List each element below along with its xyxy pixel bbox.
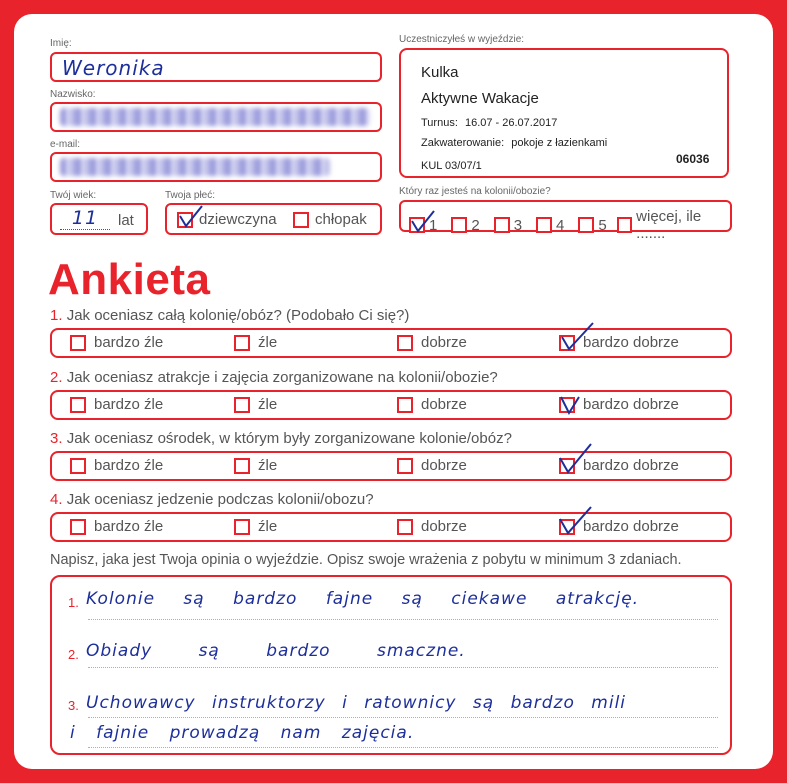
- email-redacted: [60, 158, 330, 176]
- accommodation-row: [421, 137, 607, 149]
- which-time-2-label: 2: [471, 216, 480, 234]
- question-2: [50, 369, 498, 386]
- q2-option-good[interactable]: [397, 396, 467, 413]
- check-mark-icon: [559, 321, 595, 353]
- question-4-number: 4.: [50, 491, 63, 508]
- camp-number: 06036: [676, 152, 710, 166]
- q2-good-checkbox[interactable]: [397, 397, 413, 413]
- q2-very-bad-checkbox[interactable]: [70, 397, 86, 413]
- which-time-option-2[interactable]: [451, 217, 479, 234]
- check-mark-icon: [557, 505, 593, 537]
- which-time-option-5[interactable]: [578, 217, 606, 234]
- check-mark-icon: [176, 204, 206, 230]
- first-name-label: Imię:: [50, 38, 72, 49]
- gender-girl-label: dziewczyna: [199, 211, 277, 228]
- turnus-row: [421, 117, 557, 129]
- q2-good-label: dobrze: [421, 396, 467, 413]
- opinion-line: [88, 667, 718, 668]
- q1-option-very-good[interactable]: [559, 334, 679, 351]
- q1-very-bad-checkbox[interactable]: [70, 335, 86, 351]
- opinion-line: [88, 747, 718, 748]
- which-time-3-label: 3: [513, 216, 523, 234]
- question-3-options: [50, 451, 732, 481]
- email-field[interactable]: [50, 152, 382, 182]
- camp-code: KUL 03/07/1: [421, 160, 482, 172]
- which-time-more-checkbox[interactable]: [617, 217, 632, 233]
- q3-option-very-good[interactable]: [559, 457, 679, 474]
- q3-very-good-label: bardzo dobrze: [583, 457, 679, 474]
- q3-very-good-checkbox[interactable]: [559, 458, 575, 474]
- q2-option-very-good[interactable]: [559, 396, 679, 413]
- check-mark-icon: [559, 395, 581, 417]
- email-label: e-mail:: [50, 139, 81, 150]
- gender-label: Twoja płeć:: [165, 190, 216, 201]
- question-2-number: 2.: [50, 369, 63, 386]
- q2-option-bad[interactable]: [234, 396, 277, 413]
- q3-bad-checkbox[interactable]: [234, 458, 250, 474]
- q4-very-good-checkbox[interactable]: [559, 519, 575, 535]
- q1-bad-label: źle: [258, 334, 278, 351]
- which-time-option-3[interactable]: [494, 217, 522, 234]
- gender-boy-checkbox[interactable]: [293, 212, 309, 228]
- camp-label: Uczestniczyłeś w wyjeździe:: [399, 34, 525, 45]
- accommodation-value: pokoje z łazienkami: [511, 137, 608, 149]
- which-time-5-label: 5: [598, 216, 607, 234]
- camp-program: Aktywne Wakacje: [421, 90, 539, 107]
- which-time-5-checkbox[interactable]: [578, 217, 594, 233]
- q4-option-very-bad[interactable]: [70, 518, 163, 535]
- q4-option-good[interactable]: [397, 518, 467, 535]
- q4-good-checkbox[interactable]: [397, 519, 413, 535]
- q2-very-good-checkbox[interactable]: [559, 397, 575, 413]
- opinion-line-1: Kolonie są bardzo fajne są ciekawe atrakcję.: [86, 589, 640, 609]
- opinion-number-1: 1.: [68, 595, 79, 610]
- question-3-text: Jak oceniasz ośrodek, w którym były zorganizowane kolonie/obóz?: [66, 430, 512, 447]
- gender-girl-checkbox[interactable]: [177, 212, 193, 228]
- q4-bad-label: źle: [258, 518, 278, 535]
- camp-info-box: [399, 48, 729, 178]
- turnus-label: Turnus:: [421, 117, 458, 129]
- q3-very-bad-checkbox[interactable]: [70, 458, 86, 474]
- last-name-field[interactable]: [50, 102, 382, 132]
- which-time-option-more[interactable]: [617, 208, 730, 242]
- which-time-4-label: 4: [556, 216, 565, 234]
- which-time-more-label: więcej, ile .......: [636, 208, 702, 242]
- gender-option-boy[interactable]: [293, 211, 367, 228]
- q1-bad-checkbox[interactable]: [234, 335, 250, 351]
- question-1-text: Jak oceniasz całą kolonię/obóz? (Podobało Ci się?): [66, 307, 410, 324]
- first-name-field[interactable]: [50, 52, 382, 82]
- opinion-number-2: 2.: [68, 647, 79, 662]
- q3-option-very-bad[interactable]: [70, 457, 163, 474]
- which-time-3-checkbox[interactable]: [494, 217, 510, 233]
- survey-title: Ankieta: [48, 255, 211, 304]
- q3-option-good[interactable]: [397, 457, 467, 474]
- q4-very-bad-label: bardzo źle: [94, 518, 164, 535]
- age-label: Twój wiek:: [50, 190, 97, 201]
- gender-field: [165, 203, 382, 235]
- which-time-label: Który raz jesteś na kolonii/obozie?: [399, 186, 551, 197]
- which-time-2-checkbox[interactable]: [451, 217, 467, 233]
- turnus-value: 16.07 - 26.07.2017: [464, 117, 558, 129]
- accommodation-label: Zakwaterowanie:: [421, 137, 505, 149]
- opinion-line-3: Uchowawcy instruktorzy i ratownicy są bardzo mili: [86, 693, 627, 713]
- age-field[interactable]: [50, 203, 148, 235]
- q4-very-bad-checkbox[interactable]: [70, 519, 86, 535]
- q1-very-bad-label: bardzo źle: [94, 334, 164, 351]
- opinion-box[interactable]: [50, 575, 732, 755]
- first-name-value: Weronika: [62, 56, 165, 80]
- last-name-label: Nazwisko:: [50, 89, 96, 100]
- q3-very-bad-label: bardzo źle: [94, 457, 164, 474]
- q1-option-very-bad[interactable]: [70, 334, 163, 351]
- q4-good-label: dobrze: [421, 518, 467, 535]
- q2-bad-label: źle: [258, 396, 278, 413]
- q1-good-checkbox[interactable]: [397, 335, 413, 351]
- q2-option-very-bad[interactable]: [70, 396, 163, 413]
- q1-very-good-checkbox[interactable]: [559, 335, 575, 351]
- q1-very-good-label: bardzo dobrze: [583, 334, 679, 351]
- opinion-line-4: i fajnie prowadzą nam zajęcia.: [70, 723, 415, 743]
- question-1: [50, 307, 409, 324]
- q2-very-bad-label: bardzo źle: [94, 396, 164, 413]
- q4-very-good-label: bardzo dobrze: [583, 518, 679, 535]
- q4-option-bad[interactable]: [234, 518, 277, 535]
- q1-option-bad[interactable]: [234, 334, 277, 351]
- which-time-4-checkbox[interactable]: [536, 217, 552, 233]
- q3-good-checkbox[interactable]: [397, 458, 413, 474]
- question-1-options: [50, 328, 732, 358]
- check-mark-icon: [408, 209, 438, 235]
- question-2-text: Jak oceniasz atrakcje i zajęcia zorganizowane na kolonii/obozie?: [66, 369, 498, 386]
- opinion-line: [88, 619, 718, 620]
- q2-bad-checkbox[interactable]: [234, 397, 250, 413]
- question-4: [50, 491, 374, 508]
- question-3: [50, 430, 512, 447]
- check-mark-icon: [557, 442, 593, 476]
- q3-bad-label: źle: [258, 457, 278, 474]
- q4-bad-checkbox[interactable]: [234, 519, 250, 535]
- question-4-text: Jak oceniasz jedzenie podczas kolonii/obozu?: [66, 491, 374, 508]
- opinion-number-3: 3.: [68, 698, 79, 713]
- camp-name: Kulka: [421, 64, 459, 81]
- which-time-1-label: 1: [429, 216, 438, 234]
- q2-very-good-label: bardzo dobrze: [583, 396, 679, 413]
- opinion-prompt: Napisz, jaka jest Twoja opinia o wyjeździe. Opisz swoje wrażenia z pobytu w minimum 3 zdaniach.: [50, 552, 682, 568]
- question-4-options: [50, 512, 732, 542]
- opinion-line: [88, 717, 718, 718]
- age-unit: lat: [118, 212, 134, 229]
- question-2-options: [50, 390, 732, 420]
- question-1-number: 1.: [50, 307, 63, 324]
- last-name-redacted: [60, 108, 370, 126]
- which-time-option-1[interactable]: [409, 217, 437, 234]
- q3-option-bad[interactable]: [234, 457, 277, 474]
- q4-option-very-good[interactable]: [559, 518, 679, 535]
- opinion-line-2: Obiady są bardzo smaczne.: [86, 641, 466, 661]
- question-3-number: 3.: [50, 430, 63, 447]
- which-time-option-4[interactable]: [536, 217, 564, 234]
- which-time-1-checkbox[interactable]: [409, 217, 425, 233]
- which-time-field: [399, 200, 732, 242]
- gender-option-girl[interactable]: [177, 211, 277, 228]
- q1-option-good[interactable]: [397, 334, 467, 351]
- gender-boy-label: chłopak: [315, 211, 367, 228]
- age-value: 11: [60, 207, 110, 230]
- q1-good-label: dobrze: [421, 334, 467, 351]
- q3-good-label: dobrze: [421, 457, 467, 474]
